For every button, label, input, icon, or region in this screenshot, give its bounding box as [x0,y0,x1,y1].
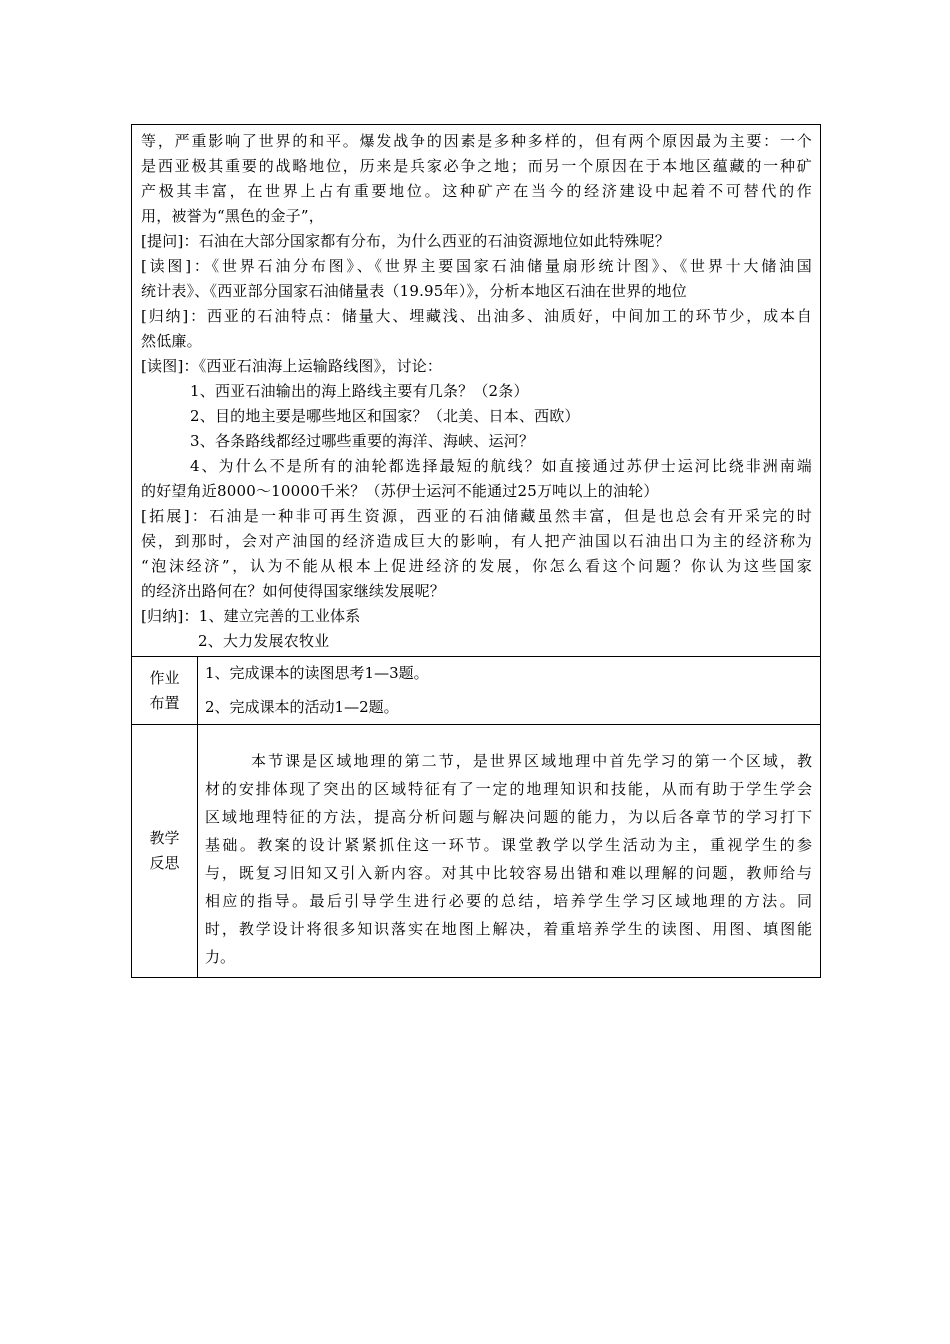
read-map-line: [读图]：《世界石油分布图》、《世界主要国家石油储量扇形统计图》、《世界十大储油国 [141,257,813,275]
lesson-plan-table [131,124,821,978]
content-line: 等，严重影响了世界的和平。爆发战争的因素是多种多样的，但有两个原因最为主要：一个 [141,132,813,150]
homework-content [198,657,821,725]
read-map-line: [读图]：《西亚石油海上运输路线图》，讨论： [141,357,443,375]
reflection-line: 基础。教案的设计紧紧抓住这一环节。课堂教学以学生活动为主，重视学生的参 [205,836,813,854]
conclusion-line: 2、大力发展农牧业 [198,632,330,650]
discussion-item: 3、各条路线都经过哪些重要的海洋、海峡、运河？ [190,432,535,450]
conclusion-line: [归纳]：1、建立完善的工业体系 [141,607,361,625]
teaching-process-cell [132,125,821,657]
read-map-line: 统计表》、《西亚部分国家石油储量表（19.95年）》，分析本地区石油在世界的地位 [141,282,687,300]
reflection-label: 教学 反思 [132,725,198,978]
reflection-line: 区域地理特征的方法，提高分析问题与解决问题的能力，为以后各章节的学习打下 [205,808,813,826]
reflection-line: 力。 [205,948,236,966]
content-line: 是西亚极其重要的战略地位，历来是兵家必争之地；而另一个原因在于本地区蕴藏的一种矿 [141,157,813,175]
teaching-process-row [132,125,821,657]
reflection-line: 相应的指导。最后引导学生进行必要的总结，培养学生学习区域地理的方法。同 [205,892,813,910]
reflection-line: 与，既复习旧知又引入新内容。对其中比较容易出错和难以理解的问题，教师给与 [205,864,813,882]
homework-label: 作业 布置 [132,657,198,725]
discussion-item: 的好望角近8000～10000千米？（苏伊士运河不能通过25万吨以上的油轮） [141,482,659,500]
discussion-item: 1、西亚石油输出的海上路线主要有几条？（2条） [190,382,529,400]
content-line: 用，被誉为“黑色的金子”， [141,207,324,225]
extension-line: 的经济出路何在？如何使得国家继续发展呢？ [141,582,446,600]
discussion-item: 4、为什么不是所有的油轮都选择最短的航线？如直接通过苏伊士运河比绕非洲南端 [190,457,813,475]
reflection-row [132,725,821,978]
question-line: [提问]：石油在大部分国家都有分布，为什么西亚的石油资源地位如此特殊呢？ [141,232,670,250]
reflection-line: 本节课是区域地理的第二节，是世界区域地理中首先学习的第一个区域，教 [251,752,813,770]
homework-item: 1、完成课本的读图思考1—3题。 [205,664,429,682]
reflection-line: 材的安排体现了突出的区域特征有了一定的地理知识和技能，从而有助于学生学会 [205,780,813,798]
discussion-item: 2、目的地主要是哪些地区和国家？（北美、日本、西欧） [190,407,580,425]
homework-row [132,657,821,725]
reflection-line: 时，教学设计将很多知识落实在地图上解决，着重培养学生的读图、用图、填图能 [205,920,813,938]
extension-line: [拓展]：石油是一种非可再生资源，西亚的石油储藏虽然丰富，但是也总会有开采完的时 [141,507,813,525]
extension-line: 侯，到那时，会对产油国的经济造成巨大的影响，有人把产油国以石油出口为主的经济称为 [141,532,813,550]
content-line: 产极其丰富，在世界上占有重要地位。这种矿产在当今的经济建设中起着不可替代的作 [141,182,813,200]
homework-item: 2、完成课本的活动1—2题。 [205,698,399,716]
reflection-content [198,725,821,978]
summary-line: [归纳]：西亚的石油特点：储量大、埋藏浅、出油多、油质好，中间加工的环节少，成本自 [141,307,813,325]
extension-line: “泡沫经济”，认为不能从根本上促进经济的发展，你怎么看这个问题？你认为这些国家 [141,557,813,575]
summary-line: 然低廉。 [141,332,202,350]
